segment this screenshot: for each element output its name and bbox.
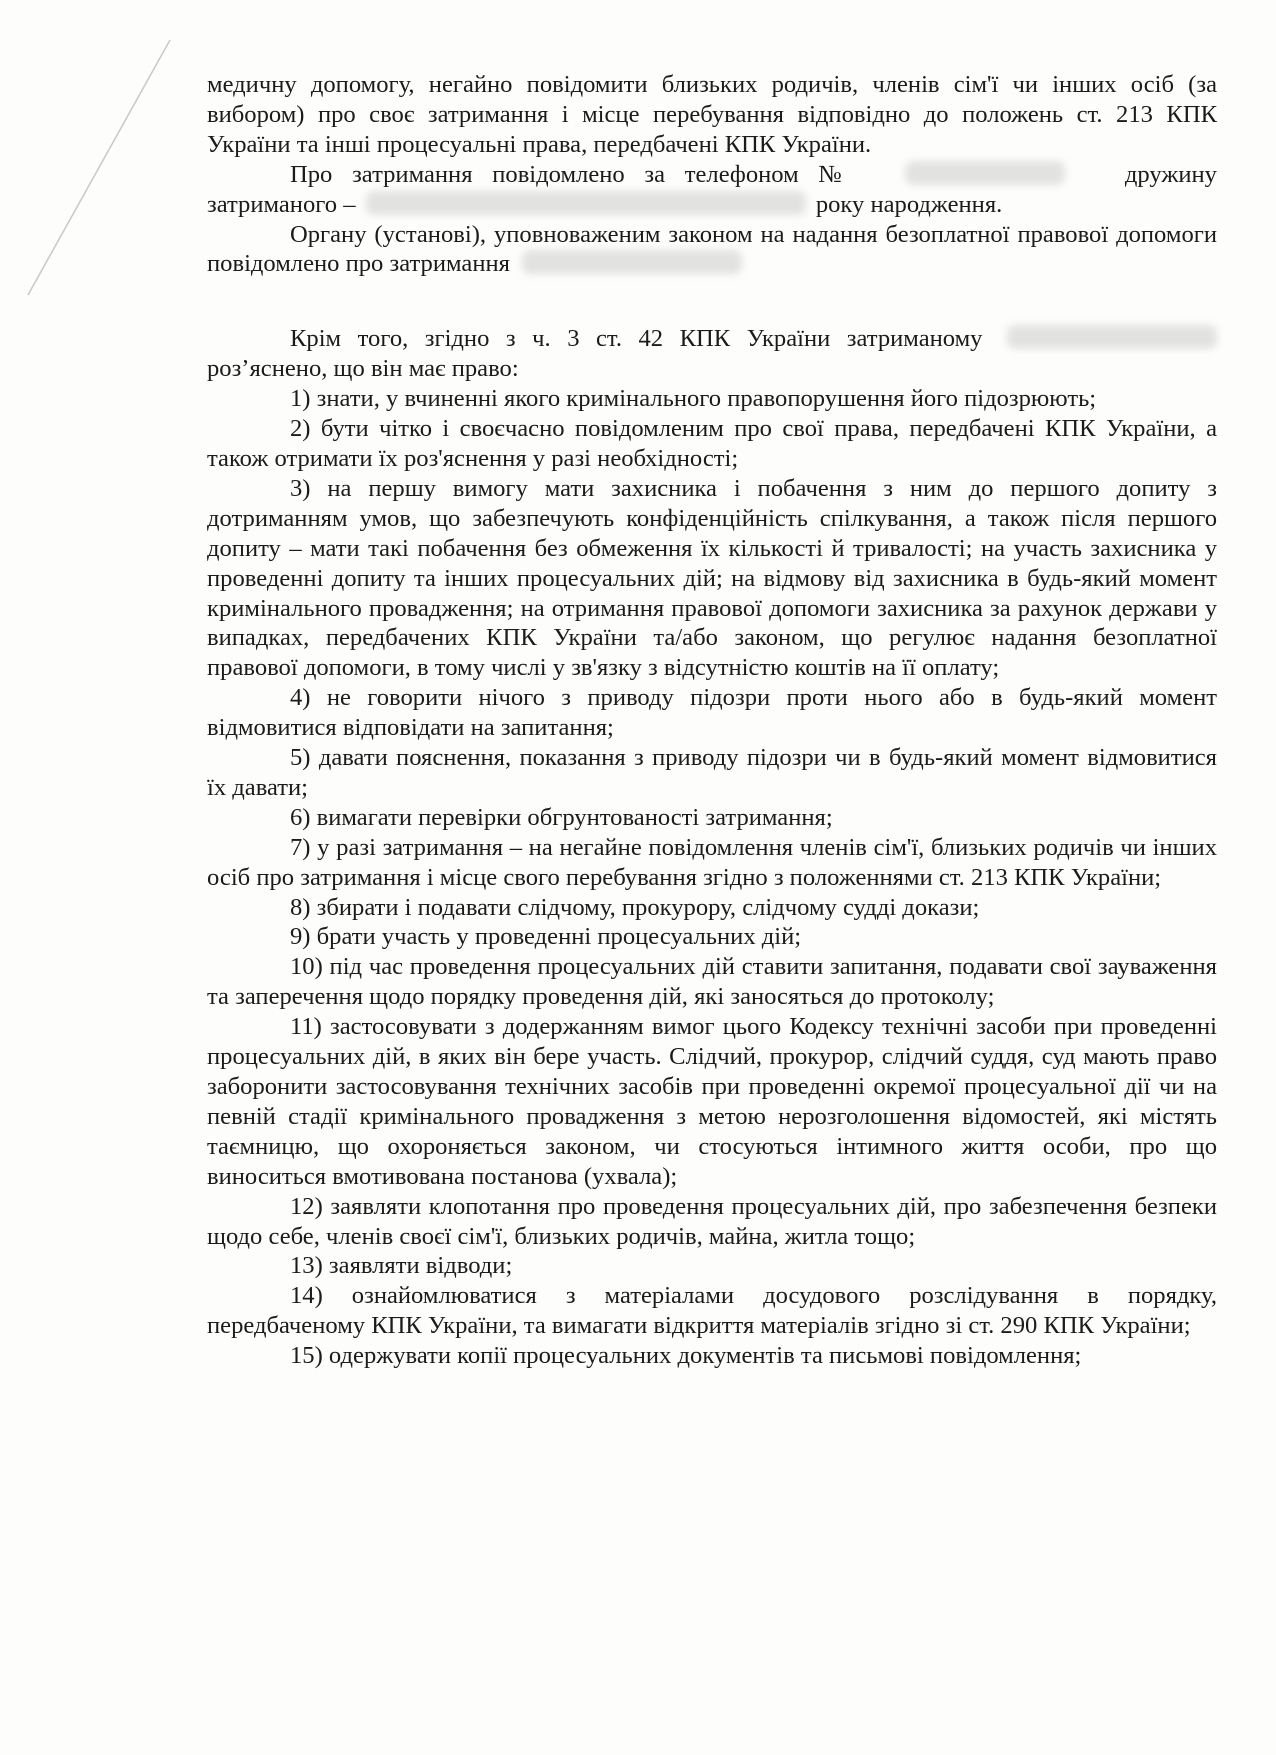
rights-intro-text-2: роз’яснено, що він має право:	[207, 355, 519, 383]
legal-aid-text: Органу (установі), уповноваженим законом на надання безоплатної правової допомоги повідомлено про затримання	[207, 220, 1217, 278]
paragraph-rights-intro	[207, 324, 1217, 384]
right-item-11: 11) застосовувати з додержанням вимог цього Кодексу технічні засоби при проведенні процесуальних дій, в яких він бере участь. Слідчий, прокурор, слідчий суддя, суд мають право заборонити застосовування технічних засобів при проведенні окремої процесуальної дії чи на певній стадії кримінального провадження з метою нерозголошення відомостей, які містять таємницю, що охороняється законом, чи стосуються інтимного життя особи, про що виноситься вмотивована постанова (ухвала);	[207, 1013, 1217, 1190]
right-item-3: 3) на першу вимогу мати захисника і побачення з ним до першого допиту з дотриманням умов, що забезпечують конфіденційність спілкування, а також після першого допиту – мати такі побачення без обмеження їх кількості й тривалості; на участь захисника у проведенні допиту та інших процесуальних дій; на відмову від захисника в будь-який момент кримінального провадження; на отримання правової допомоги захисника за рахунок держави у випадках, передбачених КПК України та/або законом, що регулює надання безоплатної правової допомоги, в тому числі у зв'язку з відсутністю коштів на її оплату;	[207, 474, 1217, 682]
right-item-1: 1) знати, у вчиненні якого кримінального правопорушення його підозрюють;	[290, 385, 1097, 413]
right-item-14: 14) ознайомлюватися з матеріалами досудового розслідування в порядку, передбаченому КПК України, та вимагати відкриття матеріалів згідно зі ст. 290 КПК України;	[207, 1282, 1217, 1340]
right-item-2: 2) бути чітко і своєчасно повідомленим про свої права, передбачені КПК України, а також отримати їх роз'яснення у разі необхідності;	[207, 415, 1217, 472]
scan-artifact-line	[20, 40, 180, 300]
right-item-8: 8) збирати і подавати слідчому, прокурору, слідчому судді докази;	[290, 893, 980, 921]
right-item-10: 10) під час проведення процесуальних дій ставити запитання, подавати свої зауваження та заперечення щодо порядку проведення дій, які заносяться до протоколу;	[207, 953, 1217, 1011]
redacted-name	[366, 191, 806, 215]
right-item-4: 4) не говорити нічого з приводу підозри проти нього або в будь-який момент відмовитися відповідати на запитання;	[207, 684, 1217, 742]
redacted-detainee	[1007, 325, 1217, 349]
document-body	[207, 70, 1217, 1371]
right-item-12: 12) заявляти клопотання про проведення процесуальних дій, про забезпечення безпеки щодо себе, членів своєї сім'ї, близьких родичів, майна, житла тощо;	[207, 1192, 1217, 1250]
redacted-legal-aid	[522, 250, 742, 274]
notification-birth-text: року народження.	[815, 190, 1003, 218]
right-item-15: 15) одержувати копії процесуальних документів та письмові повідомлення;	[290, 1342, 1082, 1370]
right-item-13: 13) заявляти відводи;	[290, 1252, 513, 1280]
paragraph-legal-aid	[207, 220, 1217, 280]
right-item-6: 6) вимагати перевірки обгрунтованості затримання;	[290, 803, 833, 831]
notification-phone-text: Про затримання повідомлено за телефоном №	[290, 160, 856, 188]
paragraph-notification	[207, 160, 1217, 220]
right-item-9: 9) брати участь у проведенні процесуальних дій;	[290, 923, 802, 951]
right-item-5: 5) давати пояснення, показання з приводу підозри чи в будь-який момент відмовитися їх давати;	[207, 744, 1217, 801]
right-item-7: 7) у разі затримання – на негайне повідомлення членів сім'ї, близьких родичів чи інших осіб про затримання і місце свого перебування згідно з положеннями ст. 213 КПК України;	[207, 833, 1217, 891]
redacted-phone	[905, 161, 1065, 185]
paragraph-intro: медичну допомогу, негайно повідомити близьких родичів, членів сім'ї чи інших осіб (за вибором) про своє затримання і місце перебування відповідно до положень ст. 213 КПК України та інші процесуальні права, передбачені КПК України.	[207, 71, 1217, 158]
notification-wife-text: дружину затриманого –	[207, 160, 1217, 218]
rights-intro-text: Крім того, згідно з ч. 3 ст. 42 КПК України затриманому	[290, 325, 983, 353]
paragraph-gap	[207, 279, 1217, 324]
